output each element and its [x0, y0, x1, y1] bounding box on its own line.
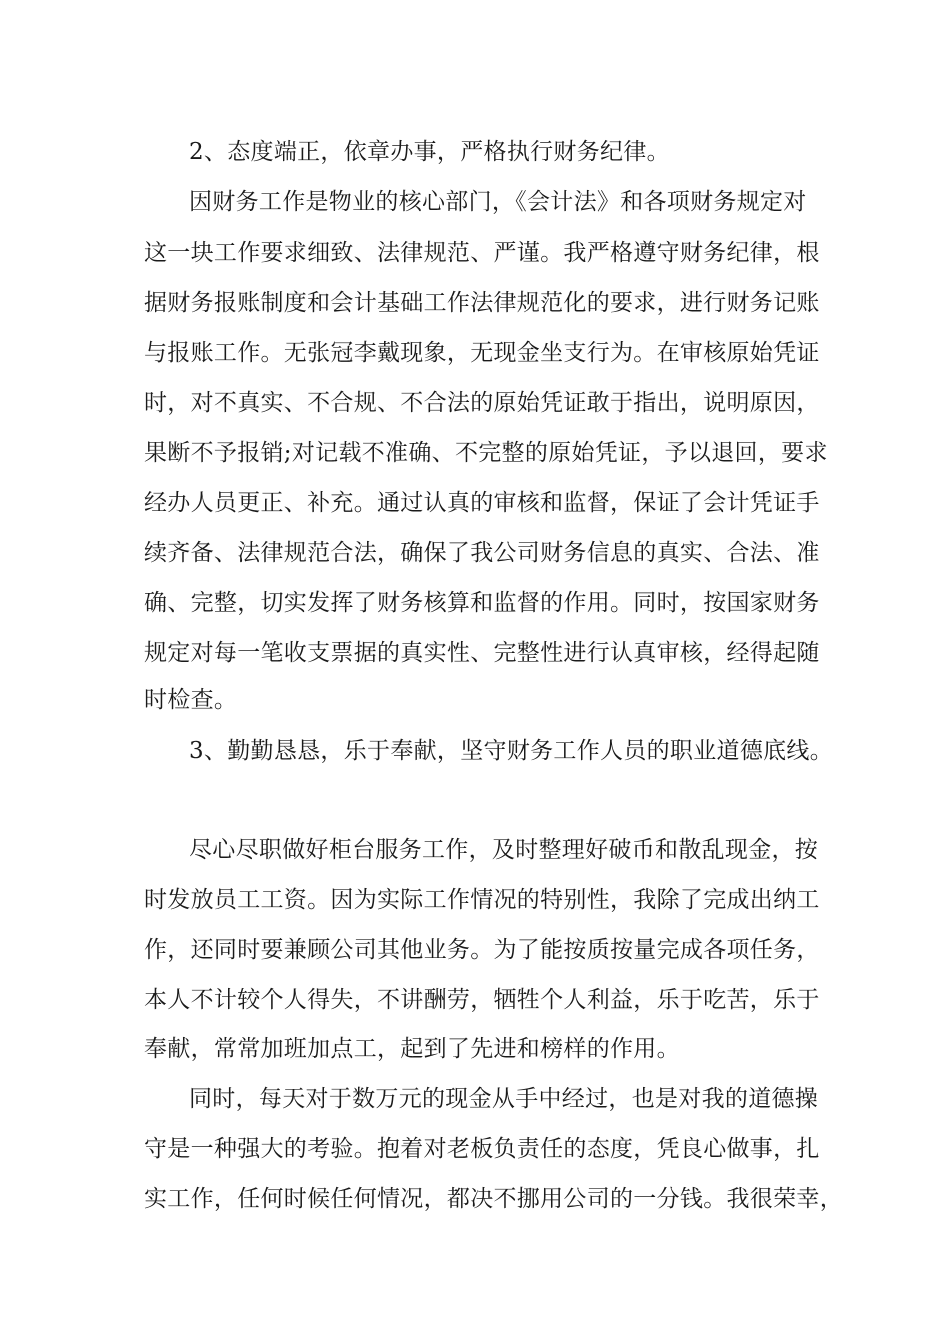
paragraph-line: 时，对不真实、不合规、不合法的原始凭证敢于指出，说明原因，: [144, 390, 820, 416]
paragraph-line: 时检查。: [144, 687, 238, 713]
paragraph-line: 实工作，任何时候任何情况，都决不挪用公司的一分钱。我很荣幸，: [144, 1186, 843, 1212]
paragraph-line: 果断不予报销;对记载不准确、不完整的原始凭证，予以退回，要求: [144, 440, 828, 466]
paragraph-line: 与报账工作。无张冠李戴现象，无现金坐支行为。在审核原始凭证: [144, 340, 820, 366]
paragraph-line: 因财务工作是物业的核心部门，《会计法》和各项财务规定对: [189, 189, 807, 215]
paragraph-line: 确、完整，切实发挥了财务核算和监督的作用。同时，按国家财务: [144, 590, 820, 616]
paragraph-line: 本人不计较个人得失，不讲酬劳，牺牲个人利益，乐于吃苦，乐于: [144, 987, 820, 1013]
paragraph-line: 续齐备、法律规范合法，确保了我公司财务信息的真实、合法、准: [144, 540, 820, 566]
paragraph-line: 这一块工作要求细致、法律规范、严谨。我严格遵守财务纪律，根: [144, 240, 820, 266]
paragraph-line: 作，还同时要兼顾公司其他业务。为了能按质按量完成各项任务，: [144, 937, 820, 963]
paragraph-line: 据财务报账制度和会计基础工作法律规范化的要求，进行财务记账: [144, 290, 820, 316]
paragraph-line: 奉献，常常加班加点工，起到了先进和榜样的作用。: [144, 1036, 680, 1062]
section-heading-2: 2、态度端正，依章办事，严格执行财务纪律。: [189, 139, 670, 165]
paragraph-line: 尽心尽职做好柜台服务工作，及时整理好破币和散乱现金，按: [189, 837, 819, 863]
paragraph-line: 规定对每一笔收支票据的真实性、完整性进行认真审核，经得起随: [144, 640, 820, 666]
paragraph-line: 时发放员工工资。因为实际工作情况的特别性，我除了完成出纳工: [144, 887, 820, 913]
paragraph-line: 同时，每天对于数万元的现金从手中经过，也是对我的道德操: [189, 1086, 819, 1112]
paragraph-line: 守是一种强大的考验。抱着对老板负责任的态度，凭良心做事，扎: [144, 1136, 820, 1162]
paragraph-line: 经办人员更正、补充。通过认真的审核和监督，保证了会计凭证手: [144, 490, 820, 516]
section-heading-3: 3、勤勤恳恳，乐于奉献，坚守财务工作人员的职业道德底线。: [189, 738, 834, 764]
